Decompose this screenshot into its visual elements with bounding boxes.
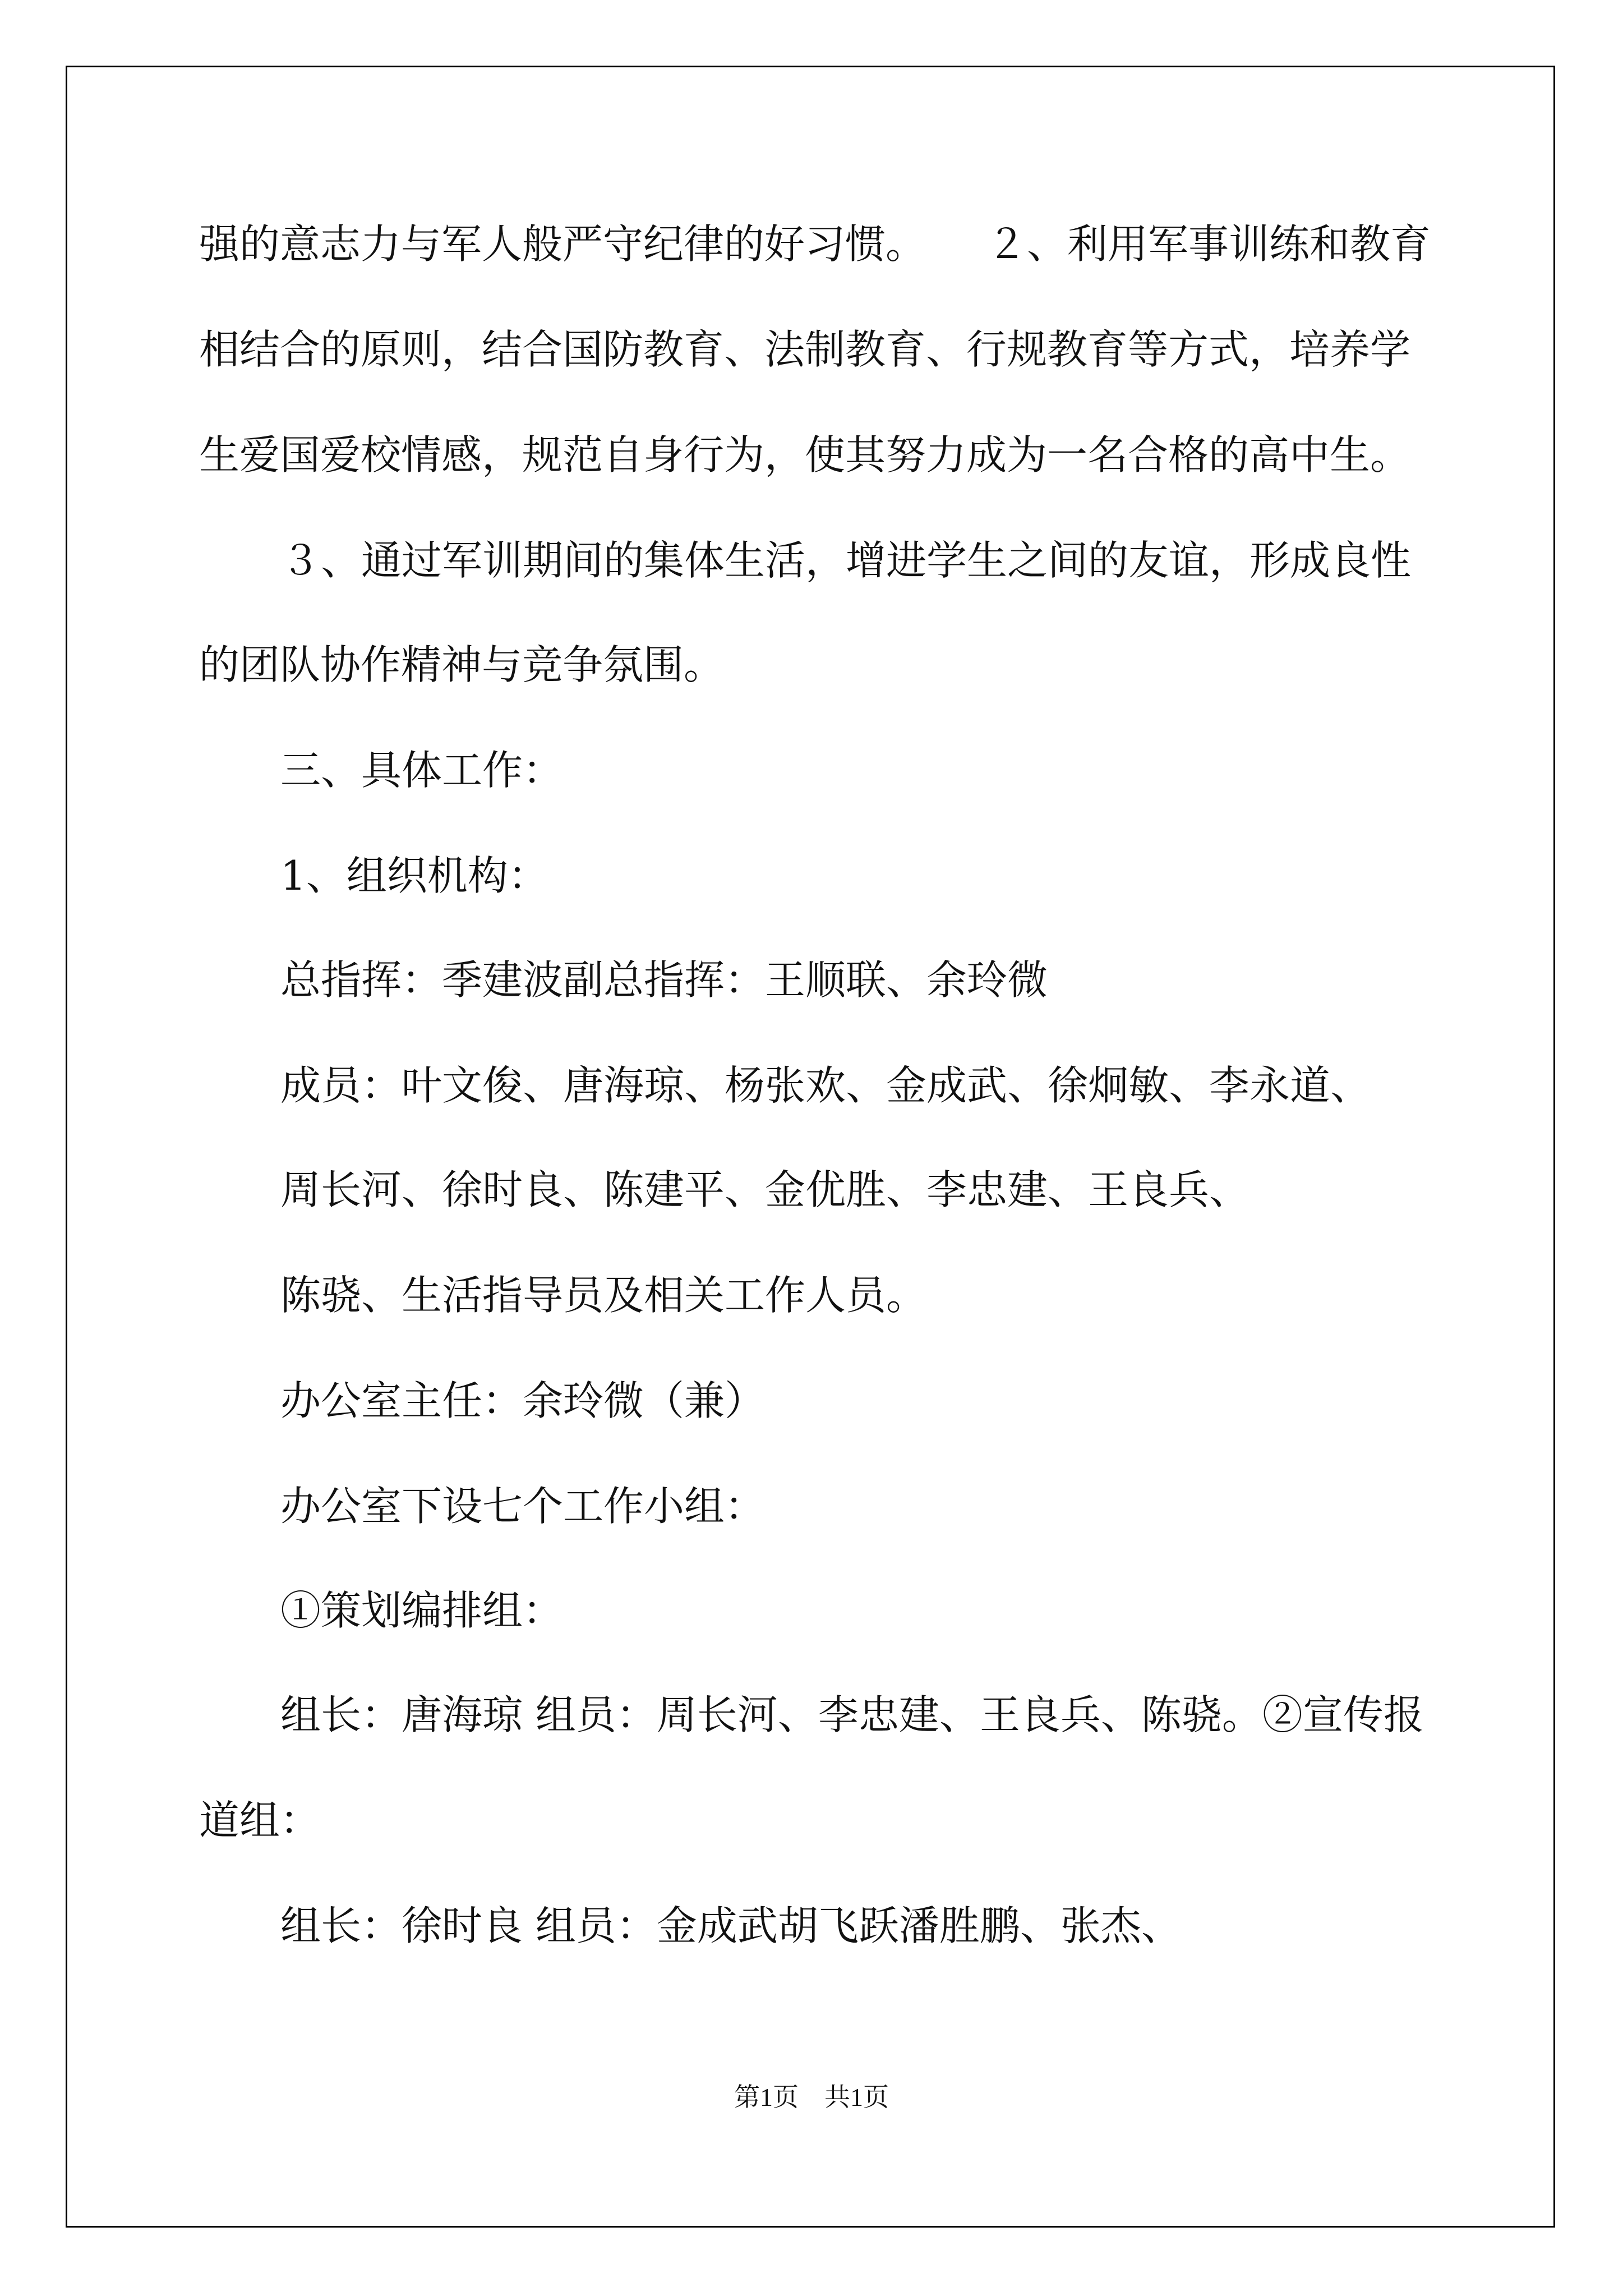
text-line-12: 办公室主任：余玲微（兼） — [280, 1377, 766, 1424]
text-line-13: 办公室下设七个工作小组： — [280, 1483, 766, 1530]
text-line-2: 相结合的原则，结合国防教育、法制教育、行规教育等方式，培养学 — [199, 326, 1411, 373]
text-line-14: ①策划编排组： — [280, 1587, 564, 1634]
text-line-10: 周长河、徐时良、陈建平、金优胜、李忠建、王良兵、 — [280, 1166, 1250, 1213]
page-footer: 第1页 共1页 — [734, 2083, 889, 2111]
section-heading: 三、具体工作： — [280, 747, 564, 794]
text-line-4: ３、通过军训期间的集体生活，增进学生之间的友谊，形成良性 — [280, 537, 1412, 584]
text-line-3: 生爱国爱校情感，规范自身行为，使其努力成为一名合格的高中生。 — [199, 431, 1411, 478]
subsection-heading: 1、组织机构： — [280, 852, 548, 899]
text-line-5: 的团队协作精神与竞争氛围。 — [199, 641, 725, 688]
text-line-11: 陈骁、生活指导员及相关工作人员。 — [280, 1272, 927, 1319]
text-line-1: 强的意志力与军人般严守纪律的好习惯。 ２、利用军事训练和教育 — [199, 220, 1431, 268]
text-line-9: 成员：叶文俊、唐海琼、杨张欢、金成武、徐炯敏、李永道、 — [280, 1062, 1371, 1109]
text-line-16: 道组： — [199, 1797, 321, 1844]
text-line-8: 总指挥：季建波副总指挥：王顺联、余玲微 — [280, 956, 1048, 1004]
text-line-17: 组长：徐时良 组员：金成武胡飞跃潘胜鹏、张杰、 — [280, 1902, 1182, 1949]
text-line-15: 组长：唐海琼 组员：周长河、李忠建、王良兵、陈骁。②宣传报 — [280, 1691, 1424, 1738]
